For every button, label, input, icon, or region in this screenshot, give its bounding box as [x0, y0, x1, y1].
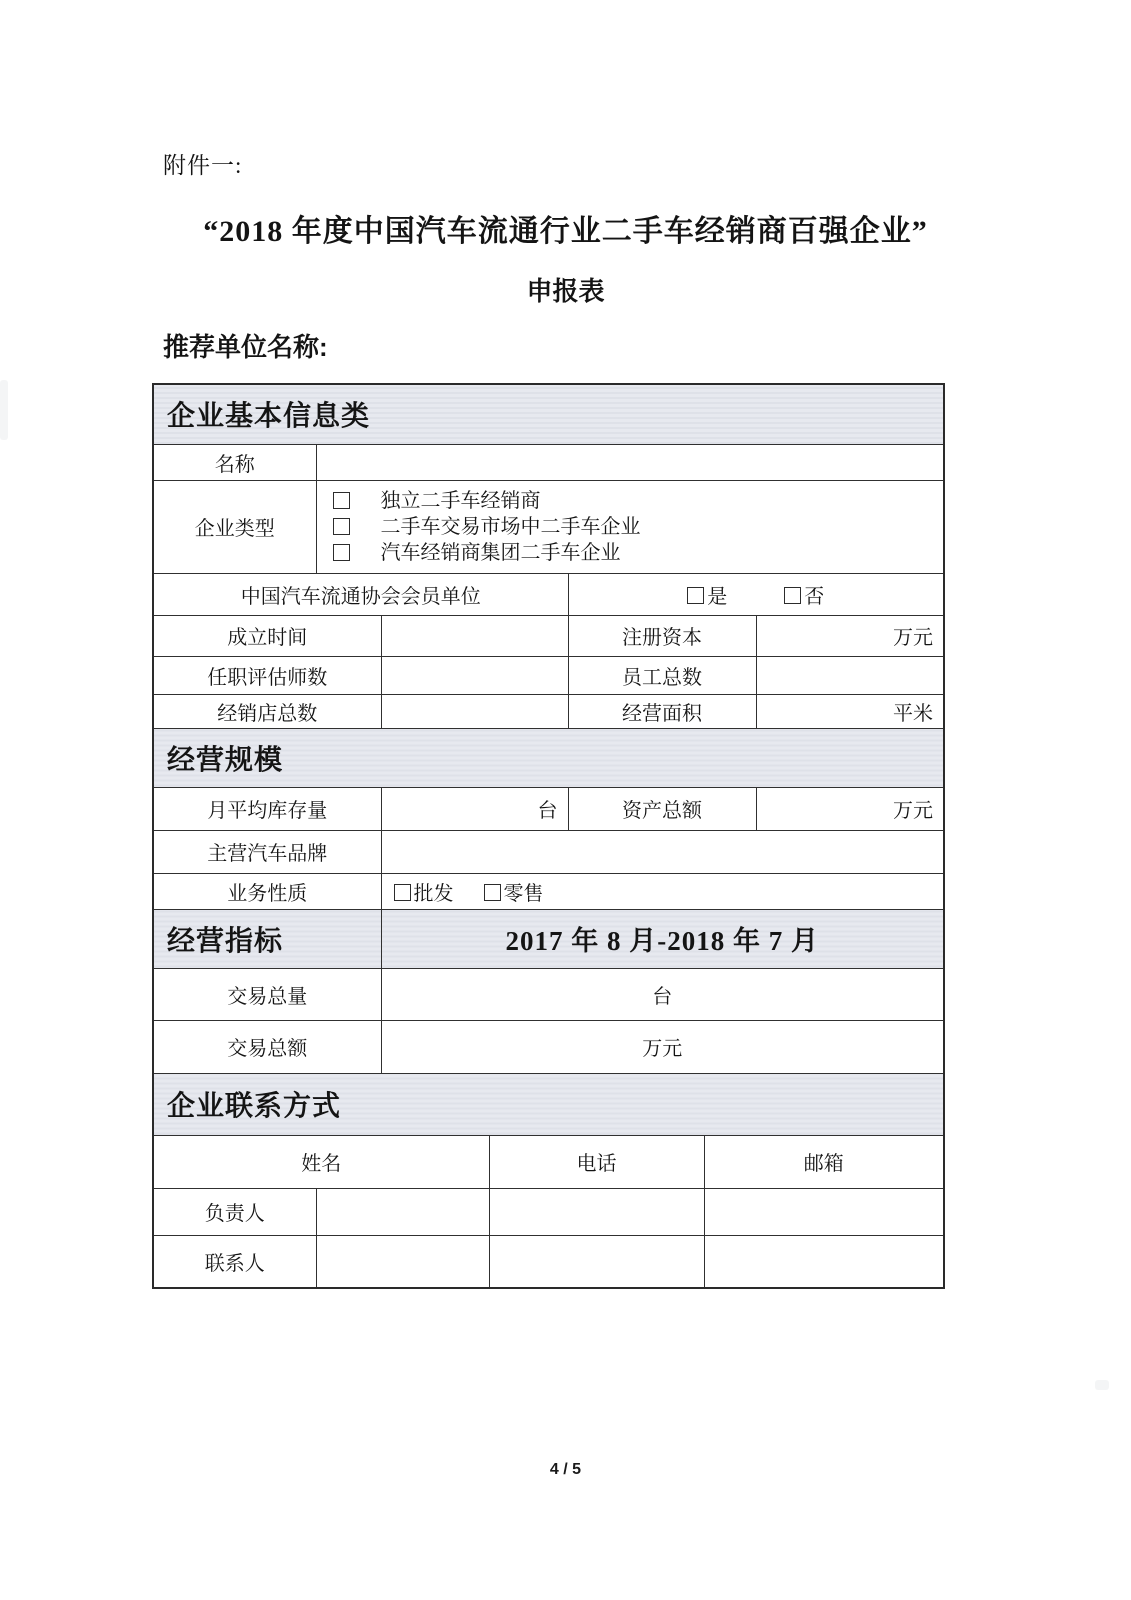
wholesale-option	[394, 883, 454, 905]
association-member-label: 中国汽车流通协会会员单位	[153, 573, 568, 615]
section-header-contact: 企业联系方式	[153, 1073, 944, 1135]
business-area-label: 经营面积	[568, 694, 756, 728]
total-assets-label: 资产总额	[568, 787, 756, 830]
member-no-option	[784, 586, 824, 608]
monthly-inventory-unit-cell: 台	[381, 787, 568, 830]
section-header-indicators: 经营指标	[153, 909, 381, 968]
row-main-brands	[153, 830, 944, 873]
retail-option	[484, 883, 544, 905]
stores-total-input-cell	[381, 694, 568, 728]
row-company-name	[153, 444, 944, 480]
scan-artifact	[0, 380, 8, 440]
row-business-nature	[153, 873, 944, 909]
company-type-option-group	[333, 540, 944, 566]
contact-person-name-cell	[316, 1235, 489, 1288]
appraisers-count-label: 任职评估师数	[153, 656, 381, 694]
transaction-amount-label: 交易总额	[153, 1020, 381, 1073]
contact-column-name: 姓名	[153, 1135, 489, 1188]
row-founded-registered-capital	[153, 615, 944, 656]
company-type-options-cell	[316, 480, 944, 573]
stores-total-label: 经销店总数	[153, 694, 381, 728]
row-person-in-charge	[153, 1188, 944, 1235]
person-in-charge-label: 负责人	[153, 1188, 316, 1235]
checkbox-icon	[484, 884, 501, 901]
contact-person-email-cell	[704, 1235, 944, 1288]
transaction-amount-unit-cell: 万元	[381, 1020, 944, 1073]
document-title: “2018 年度中国汽车流通行业二手车经销商百强企业”	[203, 215, 928, 248]
registered-capital-unit-cell: 万元	[756, 615, 944, 656]
employees-total-label: 员工总数	[568, 656, 756, 694]
row-contact-person	[153, 1235, 944, 1288]
person-in-charge-email-cell	[704, 1188, 944, 1235]
section-header-basic-info: 企业基本信息类	[153, 384, 944, 444]
section-header-business-scale: 经营规模	[153, 728, 944, 787]
indicators-period: 2017 年 8 月-2018 年 7 月	[381, 909, 944, 968]
employees-total-input-cell	[756, 656, 944, 694]
row-indicators-header	[153, 909, 944, 968]
monthly-inventory-label: 月平均库存量	[153, 787, 381, 830]
checkbox-icon	[784, 587, 801, 604]
wholesale-label: 批发	[413, 882, 454, 905]
page-number: 4 / 5	[549, 1461, 582, 1478]
business-nature-label: 业务性质	[153, 873, 381, 909]
checkbox-icon	[333, 492, 350, 509]
row-stores-area	[153, 694, 944, 728]
option-label: 独立二手车经销商	[380, 489, 541, 512]
recommender-label: 推荐单位名称:	[163, 332, 328, 362]
member-yes-label: 是	[707, 585, 728, 608]
option-label: 二手车交易市场中二手车企业	[380, 515, 641, 538]
retail-label: 零售	[503, 882, 544, 905]
checkbox-icon	[333, 544, 350, 561]
scan-artifact	[1095, 1380, 1109, 1390]
business-area-unit-cell: 平米	[756, 694, 944, 728]
form-title: 申报表	[526, 276, 605, 306]
contact-person-label: 联系人	[153, 1235, 316, 1288]
row-appraisers-employees	[153, 656, 944, 694]
checkbox-icon	[394, 884, 411, 901]
registered-capital-label: 注册资本	[568, 615, 756, 656]
company-type-option-market	[333, 514, 944, 540]
appraisers-count-input-cell	[381, 656, 568, 694]
transaction-volume-unit-cell: 台	[381, 968, 944, 1020]
total-assets-unit-cell: 万元	[756, 787, 944, 830]
company-name-label: 名称	[153, 444, 316, 480]
founded-date-input-cell	[381, 615, 568, 656]
person-in-charge-name-cell	[316, 1188, 489, 1235]
person-in-charge-phone-cell	[489, 1188, 704, 1235]
association-member-choice-cell	[568, 573, 944, 615]
founded-date-label: 成立时间	[153, 615, 381, 656]
transaction-volume-label: 交易总量	[153, 968, 381, 1020]
row-association-member	[153, 573, 944, 615]
contact-column-phone: 电话	[489, 1135, 704, 1188]
company-name-input-cell	[316, 444, 944, 480]
main-brands-label: 主营汽车品牌	[153, 830, 381, 873]
attachment-label: 附件一:	[163, 153, 243, 178]
checkbox-icon	[333, 518, 350, 535]
row-contact-columns	[153, 1135, 944, 1188]
row-company-type	[153, 480, 944, 573]
business-nature-options-cell	[381, 873, 944, 909]
company-type-label: 企业类型	[153, 480, 316, 573]
checkbox-icon	[687, 587, 704, 604]
row-inventory-assets	[153, 787, 944, 830]
member-yes-option	[687, 586, 727, 608]
member-no-label: 否	[804, 585, 825, 608]
option-label: 汽车经销商集团二手车企业	[380, 541, 621, 564]
application-form-table	[152, 383, 945, 1289]
row-transaction-amount	[153, 1020, 944, 1073]
contact-person-phone-cell	[489, 1235, 704, 1288]
row-transaction-volume	[153, 968, 944, 1020]
main-brands-input-cell	[381, 830, 944, 873]
company-type-option-independent	[333, 488, 944, 514]
contact-column-email: 邮箱	[704, 1135, 944, 1188]
